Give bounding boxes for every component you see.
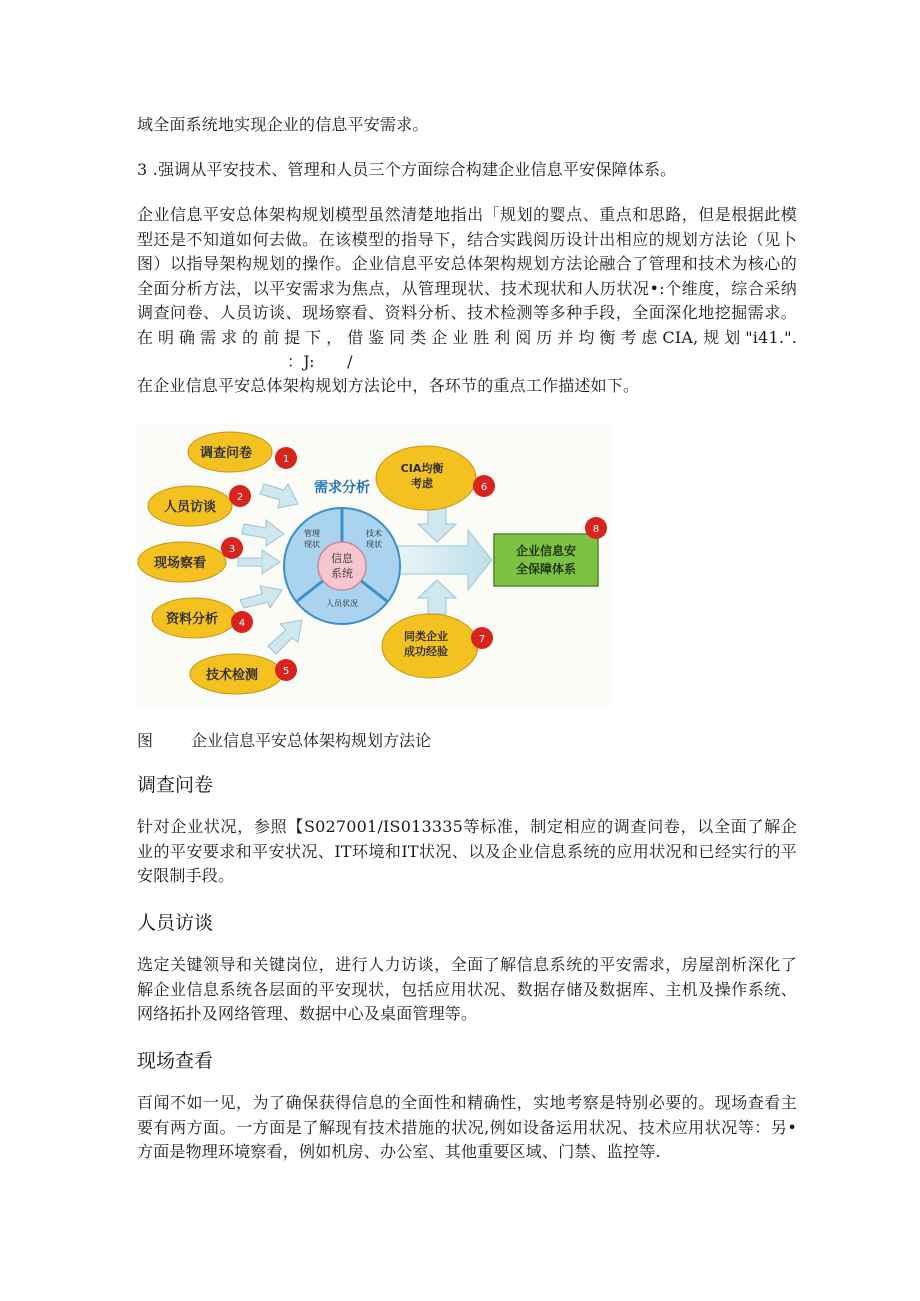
cia-line-2: 考虑 (411, 477, 433, 490)
lead-sentence: 在企业信息平安总体架构规划方法论中，各环节的重点工作描述如下。 (137, 376, 640, 395)
cia-num: 6 (480, 482, 488, 493)
item-docs-num: 4 (238, 618, 246, 629)
result-num: 8 (592, 524, 600, 535)
center-line-1: 信息 (331, 552, 353, 565)
sector-tech-2: 现状 (366, 540, 382, 549)
item-tech-test-label: 技术检测 (205, 668, 259, 683)
item-tech-test-num: 5 (282, 666, 290, 677)
item-docs-label: 资料分析 (165, 612, 219, 627)
intro-line: 域全面系统地实现企业的信息平安需求。 (137, 115, 429, 134)
section-body-site: 百闻不如一见，为了确保获得信息的全面性和精确性，实地考察是特别必要的。现场查看主要有两方面。一方面是了解现有技术措施的状况,例如设备运用状况、技术应用状况等：另•方面是物理环境察看，例如机房、办公室、其他重要区域、门禁、监控等. (137, 1093, 797, 1161)
cia-line-1: CIA均衡 (400, 462, 444, 475)
center-line-2: 系统 (331, 567, 353, 580)
item-site-num: 3 (228, 544, 236, 555)
peer-line-2: 成功经验 (404, 645, 448, 658)
intro-paragraph-text: 企业信息平安总体架构规划模型虽然清楚地指出「规划的婴点、重点和思路，但是根据此模型还是不知道如何去做。在该模型的指导下，结合实践阅历设计出相应的规划方法论（见卜图）以指导架构规划的操作。企业信息平安总体架构规划方法论融合了管理和技术为核心的全面分析方法，以平安需求为焦点，从管理现状、技术现状和人历状况•:个维度，综合采纳调查问卷、人员访谈、现场察看、资料分析、技术检测等多种手段，全面深化地挖掘需求。在明确需求的前提下，借鉴同类企业胜利阅历并均衡考虑CIA,规划"i41.". (137, 205, 797, 347)
sector-tech-1: 技术 (366, 529, 382, 538)
caption-text: 企业信息平安总体架构规划方法论 (191, 731, 432, 750)
caption-label: 图 (137, 731, 154, 750)
peer-num: 7 (478, 634, 486, 645)
figure-caption (137, 728, 431, 751)
item-interview-num: 2 (236, 492, 244, 503)
sector-people: 人员状况 (326, 599, 358, 608)
item-survey-num: 1 (282, 454, 290, 465)
item-interview-label: 人员访谈 (163, 500, 217, 515)
sector-mgmt-2: 现状 (304, 540, 320, 549)
section-heading-interview: 人员访谈 (137, 912, 214, 934)
result-line-2: 全保障体系 (515, 562, 577, 576)
item-survey-label: 调查问卷 (199, 446, 253, 461)
demand-analysis-circle (284, 508, 400, 624)
intro-paragraph-tail: ：J: / (287, 352, 353, 371)
point-3: 3 .强调从平安技术、管理和人员三个方面综合构建企业信息平安保障体系。 (137, 160, 677, 179)
item-site-label: 现场察看 (153, 556, 207, 571)
intro-paragraph (137, 203, 797, 375)
section-heading-site: 现场查看 (137, 1050, 214, 1072)
peer-line-1: 同类企业 (404, 630, 448, 643)
methodology-diagram (136, 424, 612, 706)
demand-analysis-title: 需求分析 (314, 480, 370, 496)
info-system-core (318, 542, 366, 590)
sector-mgmt-1: 管理 (304, 529, 320, 538)
result-line-1: 企业信息安 (515, 544, 577, 558)
section-heading-survey: 调查问卷 (137, 774, 214, 796)
section-body-interview: 选定关键领导和关键岗位，进行人力访谈，全面了解信息系统的平安需求，房屋剖析深化了解企业信息系统各层面的平安现状，包括应用状况、数据存储及数据库、主机及操作系统、网络拓扑及网络管理、数据中心及桌面管理等。 (137, 955, 797, 1023)
section-body-survey: 针对企业状况，参照【S027001/IS013335等标准，制定相应的调查问卷，以全面了解企业的平安要求和平安状况、IT环境和IT状况、以及企业信息系统的应用状况和已经实行的平安限制手段。 (137, 817, 797, 885)
